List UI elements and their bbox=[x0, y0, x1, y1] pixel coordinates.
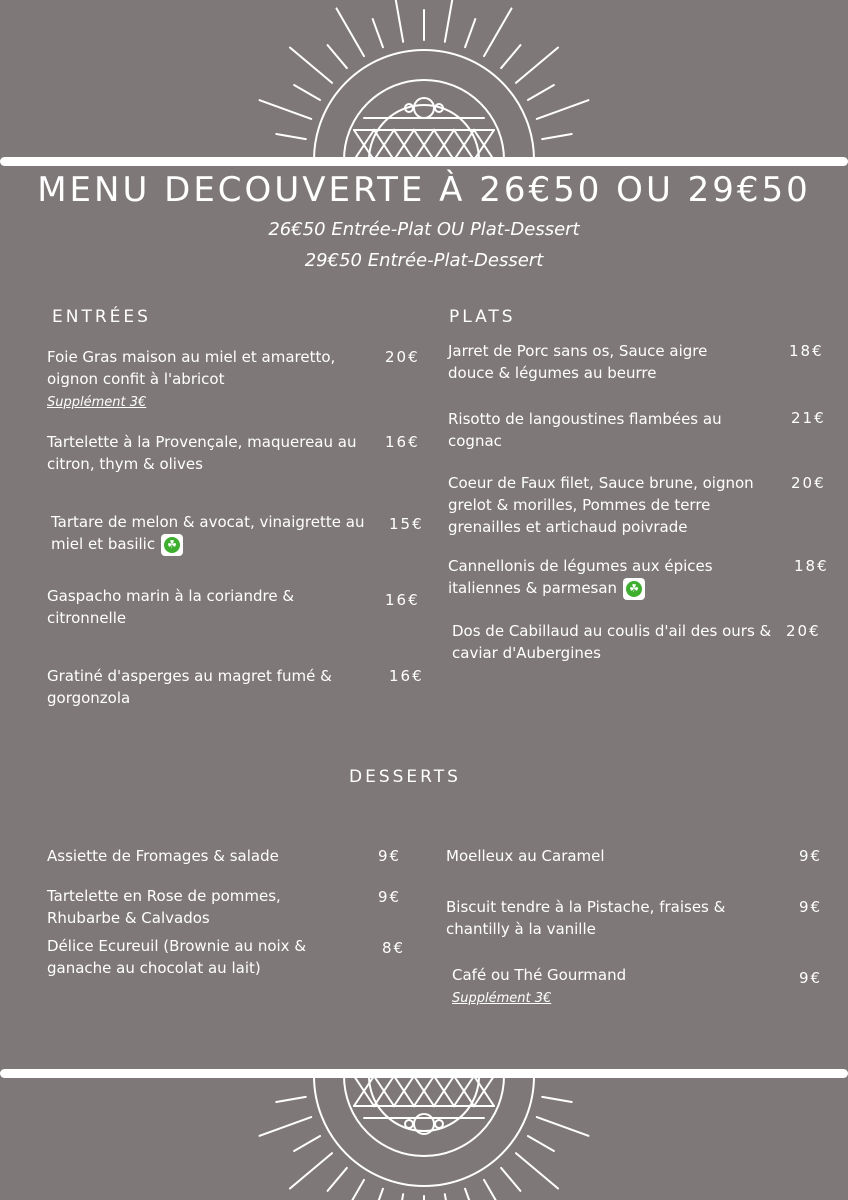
supplement-note: Supplément 3€ bbox=[452, 991, 552, 1006]
item-name: Dos de Cabillaud au coulis d'ail des ours & caviar d'Aubergines bbox=[452, 622, 772, 662]
item-name: Cannellonis de légumes aux épices italiennes & parmesan bbox=[448, 557, 713, 597]
menu-item-entree bbox=[51, 511, 386, 556]
menu-item-plat bbox=[448, 340, 748, 384]
item-price: 9€ bbox=[378, 847, 402, 865]
formula-subtitle-2: 29€50 Entrée-Plat-Dessert bbox=[304, 250, 544, 271]
item-price: 16€ bbox=[385, 591, 420, 609]
menu-item-dessert bbox=[47, 845, 347, 867]
item-name: Coeur de Faux filet, Sauce brune, oignon grelot & morilles, Pommes de terre grenailles et artichaud poivrade bbox=[448, 474, 754, 536]
item-name: Gaspacho marin à la coriandre & citronnelle bbox=[47, 587, 295, 627]
item-price: 9€ bbox=[799, 847, 823, 865]
section-heading-desserts: DESSERTS bbox=[349, 767, 461, 787]
item-name: Tartelette en Rose de pommes, Rhubarbe & Calvados bbox=[47, 887, 281, 927]
item-name: Assiette de Fromages & salade bbox=[47, 847, 279, 865]
item-price: 16€ bbox=[385, 433, 420, 451]
item-name: Foie Gras maison au miel et amaretto, oignon confit à l'abricot bbox=[47, 348, 336, 388]
formula-subtitle-1: 26€50 Entrée-Plat OU Plat-Dessert bbox=[268, 219, 580, 240]
divider-top bbox=[0, 157, 848, 166]
item-price: 18€ bbox=[794, 557, 829, 575]
item-price: 18€ bbox=[789, 342, 824, 360]
item-name: Biscuit tendre à la Pistache, fraises & chantilly à la vanille bbox=[446, 898, 726, 938]
section-heading-plats: PLATS bbox=[449, 307, 516, 327]
item-price: 9€ bbox=[799, 969, 823, 987]
item-name: Jarret de Porc sans os, Sauce aigre douce & légumes au beurre bbox=[448, 342, 708, 382]
menu-item-dessert bbox=[47, 935, 337, 979]
item-name: Café ou Thé Gourmand bbox=[452, 966, 627, 984]
item-name: Gratiné d'asperges au magret fumé & gorgonzola bbox=[47, 667, 332, 707]
menu-item-entree bbox=[47, 585, 337, 629]
sunburst-ornament-bottom-icon bbox=[224, 1076, 624, 1200]
item-price: 15€ bbox=[389, 515, 424, 533]
item-price: 20€ bbox=[385, 348, 420, 366]
sunburst-ornament-top-icon bbox=[224, 0, 624, 160]
item-price: 9€ bbox=[378, 888, 402, 906]
item-price: 16€ bbox=[389, 667, 424, 685]
item-price: 9€ bbox=[799, 898, 823, 916]
item-name: Tartelette à la Provençale, maquereau au citron, thym & olives bbox=[47, 433, 357, 473]
supplement-note: Supplément 3€ bbox=[47, 395, 147, 410]
menu-item-plat bbox=[448, 472, 778, 538]
item-name: Délice Ecureuil (Brownie au noix & ganache au chocolat au lait) bbox=[47, 937, 307, 977]
menu-item-entree bbox=[47, 346, 382, 412]
menu-item-dessert bbox=[446, 896, 756, 940]
menu-item-plat bbox=[452, 620, 777, 664]
vegetarian-icon: ☘ bbox=[161, 534, 183, 556]
menu-item-dessert bbox=[446, 845, 746, 867]
page-title: MENU DECOUVERTE À 26€50 OU 29€50 bbox=[37, 170, 811, 210]
menu-item-dessert bbox=[47, 885, 317, 929]
item-price: 21€ bbox=[791, 409, 826, 427]
item-price: 20€ bbox=[786, 622, 821, 640]
menu-item-plat bbox=[448, 555, 748, 600]
menu-item-dessert bbox=[452, 964, 752, 1008]
vegetarian-icon: ☘ bbox=[623, 578, 645, 600]
item-price: 20€ bbox=[791, 474, 826, 492]
menu-item-plat bbox=[448, 408, 768, 452]
section-heading-entrees: ENTRÉES bbox=[52, 307, 151, 327]
item-price: 8€ bbox=[382, 939, 406, 957]
menu-item-entree bbox=[47, 431, 382, 475]
item-name: Risotto de langoustines flambées au cognac bbox=[448, 410, 722, 450]
menu-item-entree bbox=[47, 665, 367, 709]
item-name: Tartare de melon & avocat, vinaigrette au miel et basilic bbox=[51, 513, 365, 553]
item-name: Moelleux au Caramel bbox=[446, 847, 605, 865]
